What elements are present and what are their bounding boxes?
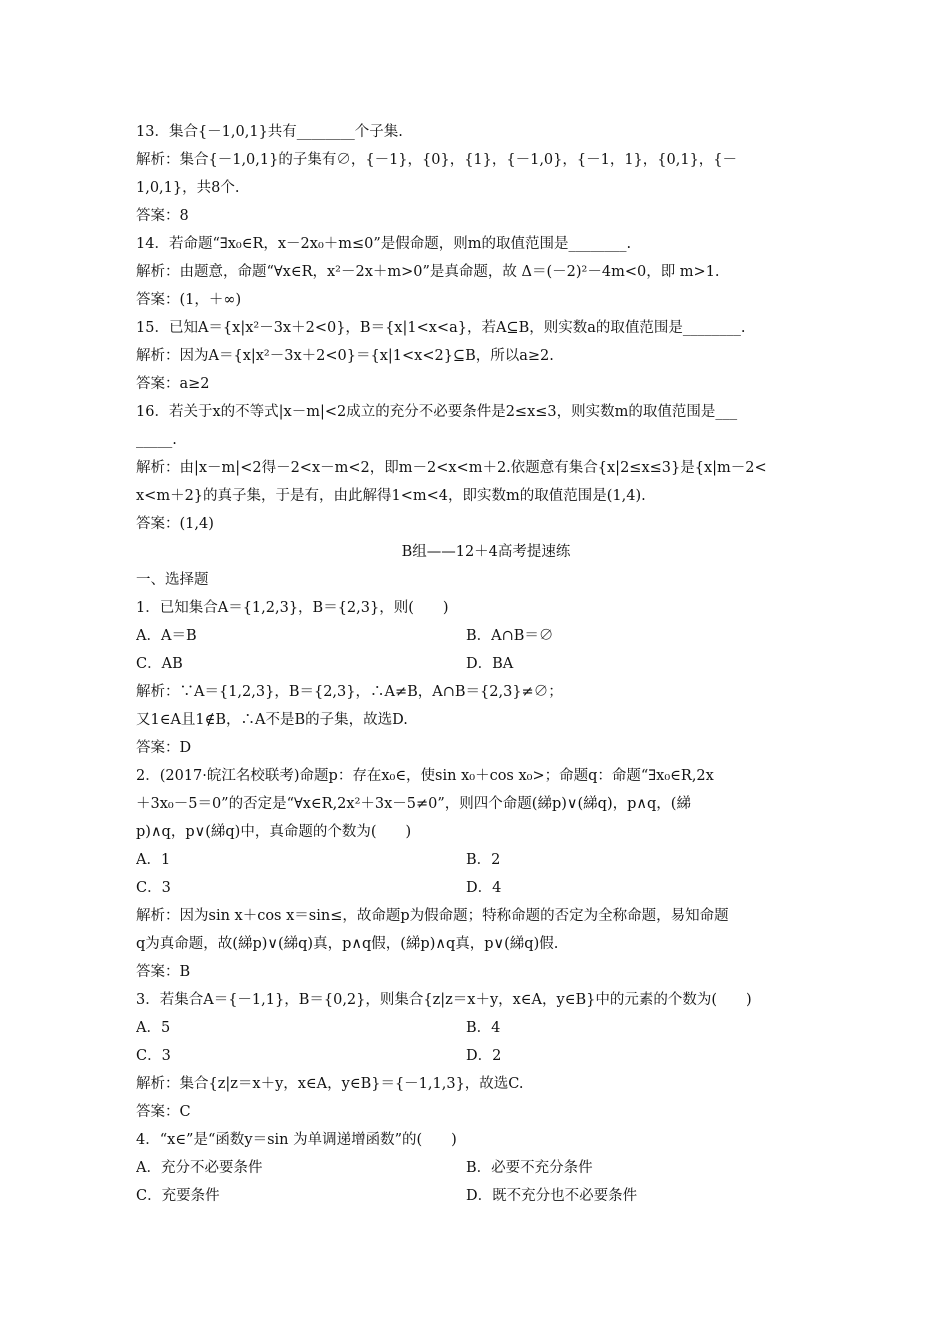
q4-stem: 4．“x∈”是“函数y＝sin 为单调递增函数”的( ) — [136, 1132, 457, 1148]
q1-analysis-2: 又1∈A且1∉B，∴A不是B的子集，故选D. — [136, 712, 408, 728]
q16-stem-1: 16．若关于x的不等式|x－m|<2成立的充分不必要条件是2≤x≤3，则实数m的取值范围是___ — [136, 404, 738, 420]
q14-analysis: 解析：由题意，命题“∀x∈R，x²－2x＋m>0”是真命题，故 Δ＝(－2)²－4m<0，即 m>1. — [136, 264, 720, 280]
q4-option-b: B．必要不充分条件 — [466, 1160, 593, 1176]
q2-option-b: B．2 — [466, 852, 501, 868]
section-subtitle: 一、选择题 — [136, 572, 209, 588]
q15-answer: 答案：a≥2 — [136, 376, 210, 392]
q16-answer: 答案：(1,4) — [136, 516, 214, 532]
q2-stem-3: p)∧q，p∨(綈q)中，真命题的个数为( ) — [136, 824, 412, 840]
q1-option-a: A．A＝B — [136, 628, 197, 644]
q1-option-d: D．BA — [466, 656, 514, 672]
q2-stem-1: 2．(2017·皖江名校联考)命题p：存在x₀∈，使sin x₀＋cos x₀>；命题q：命题“∃x₀∈R,2x — [136, 768, 714, 784]
q13-answer: 答案：8 — [136, 208, 189, 224]
q4-option-d: D．既不充分也不必要条件 — [466, 1188, 638, 1204]
q13-stem: 13．集合{－1,0,1}共有________个子集. — [136, 124, 403, 140]
q14-stem: 14．若命题“∃x₀∈R，x－2x₀＋m≤0”是假命题，则m的取值范围是________. — [136, 236, 632, 252]
q13-analysis-1: 解析：集合{－1,0,1}的子集有∅，{－1}，{0}，{1}，{－1,0}，{－1，1}，{0,1}，{－ — [136, 152, 738, 168]
q2-analysis-1: 解析：因为sin x＋cos x＝sin≤，故命题p为假命题；特称命题的否定为全称命题，易知命题 — [136, 908, 729, 924]
q3-analysis: 解析：集合{z|z＝x＋y，x∈A，y∈B}＝{－1,1,3}，故选C. — [136, 1076, 524, 1092]
q16-analysis-2: x<m＋2}的真子集，于是有，由此解得1<m<4，即实数m的取值范围是(1,4). — [136, 488, 646, 504]
section-title: B组——12＋4高考提速练 — [401, 544, 571, 560]
q16-stem-2: _____. — [136, 432, 177, 448]
q3-option-b: B．4 — [466, 1020, 501, 1036]
q16-analysis-1: 解析：由|x－m|<2得－2<x－m<2，即m－2<x<m＋2.依题意有集合{x|2≤x≤3}是{x|m－2< — [136, 460, 767, 476]
q1-option-b: B．A∩B＝∅ — [466, 628, 554, 644]
q13-analysis-2: 1,0,1}，共8个. — [136, 180, 240, 196]
q3-option-a: A．5 — [136, 1020, 171, 1036]
q2-option-c: C．3 — [136, 880, 171, 896]
q2-answer: 答案：B — [136, 964, 191, 980]
q15-stem: 15．已知A＝{x|x²－3x＋2<0}，B＝{x|1<x<a}，若A⊆B，则实数a的取值范围是________. — [136, 320, 746, 336]
q1-option-c: C．AB — [136, 656, 183, 672]
q1-analysis-1: 解析：∵A＝{1,2,3}，B＝{2,3}，∴A≠B，A∩B＝{2,3}≠∅； — [136, 684, 563, 700]
q3-option-d: D．2 — [466, 1048, 502, 1064]
q2-option-d: D．4 — [466, 880, 502, 896]
q2-analysis-2: q为真命题，故(綈p)∨(綈q)真，p∧q假，(綈p)∧q真，p∨(綈q)假. — [136, 936, 559, 952]
q3-stem: 3．若集合A＝{－1,1}，B＝{0,2}，则集合{z|z＝x＋y，x∈A，y∈B}中的元素的个数为( ) — [136, 992, 752, 1008]
q1-answer: 答案：D — [136, 740, 192, 756]
q3-option-c: C．3 — [136, 1048, 171, 1064]
q3-answer: 答案：C — [136, 1104, 191, 1120]
q2-stem-2: ＋3x₀－5＝0”的否定是“∀x∈R,2x²＋3x－5≠0”，则四个命题(綈p)∨(綈q)，p∧q，(綈 — [136, 796, 691, 812]
q1-stem: 1．已知集合A＝{1,2,3}，B＝{2,3}，则( ) — [136, 600, 449, 616]
q4-option-a: A．充分不必要条件 — [136, 1160, 263, 1176]
q14-answer: 答案：(1，＋∞) — [136, 292, 242, 308]
q15-analysis: 解析：因为A＝{x|x²－3x＋2<0}＝{x|1<x<2}⊆B，所以a≥2. — [136, 348, 554, 364]
q2-option-a: A．1 — [136, 852, 171, 868]
q4-option-c: C．充要条件 — [136, 1188, 220, 1204]
